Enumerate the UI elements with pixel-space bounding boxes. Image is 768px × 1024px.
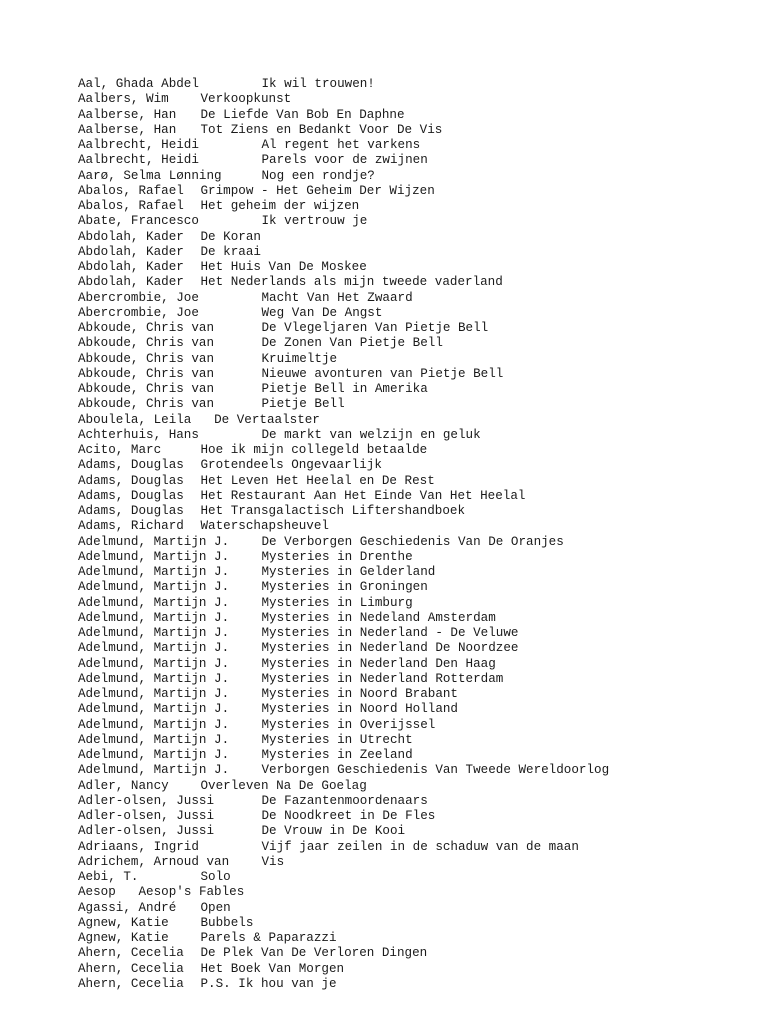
author-name: Abkoude, Chris van [78,321,215,335]
book-title: Mysteries in Limburg [261,595,413,610]
author-name: Adelmund, Martijn J. [78,626,230,640]
author-name: Achterhuis, Hans [78,427,199,442]
author-name: Adler-olsen, Jussi [78,793,215,808]
list-item [78,92,320,107]
list-item [78,443,428,458]
book-title: De Vertaalster [214,412,320,427]
book-title: Het Restaurant Aan Het Einde Van Het Heelal [200,488,526,503]
author-name: Aboulela, Leila [78,412,192,427]
author-name: Adelmund, Martijn J. [78,610,230,625]
book-title: Weg Van De Angst [261,305,383,320]
book-title: Grimpow - Het Geheim Der Wijzen [200,183,435,198]
book-title: De Liefde Van Bob En Daphne [200,107,405,122]
list-item [78,793,428,809]
list-item [78,397,345,412]
author-name: Adams, Douglas [78,488,184,503]
book-title: Pietje Bell in Amerika [261,382,428,396]
book-title: Mysteries in Nederland - De Veluwe [261,626,519,640]
author-name: Adelmund, Martijn J. [78,748,230,762]
list-item [78,901,320,916]
list-item [78,732,413,748]
author-name: Adriaans, Ingrid [78,839,199,854]
book-title: De Fazantenmoordenaars [261,793,428,808]
author-name: Abkoude, Chris van [78,397,215,412]
author-name: Abate, Francesco [78,214,199,229]
book-title: De Koran [200,229,261,244]
author-name: Adelmund, Martijn J. [78,580,230,595]
author-name: Abkoude, Chris van [78,366,215,381]
author-name: Abercrombie, Joe [78,305,199,320]
list-item [78,230,320,245]
list-item [78,290,413,306]
book-title: Ik wil trouwen! [261,77,375,91]
book-title: Overleven Na De Goelag [200,778,367,793]
book-title: Mysteries in Noord Brabant [261,687,458,701]
list-item [78,580,428,595]
author-name: Aalbrecht, Heidi [78,138,199,152]
author-name: Adelmund, Martijn J. [78,595,230,610]
author-name: Adelmund, Martijn J. [78,687,230,701]
book-title: Kruimeltje [261,351,338,366]
book-title: Vis [261,854,285,869]
author-name: Adelmund, Martijn J. [78,732,230,747]
author-name: Agassi, André [78,900,177,915]
list-item [78,763,610,778]
book-title: De Vrouw in De Kooi [261,824,406,839]
list-item [78,458,382,473]
book-title: Mysteries in Nederland De Noordzee [261,641,519,656]
author-name: Adelmund, Martijn J. [78,549,230,564]
author-name: Acito, Marc [78,443,162,457]
author-name: Adams, Richard [78,519,184,534]
author-name: Adrichem, Arnoud van [78,854,230,869]
book-title: Het Nederlands als mijn tweede vaderland [200,275,503,290]
book-title: Mysteries in Utrecht [261,732,413,747]
author-name: Adler, Nancy [78,778,169,793]
author-name: Adler-olsen, Jussi [78,809,215,823]
author-name: Aal, Ghada Abdel [78,77,199,91]
book-title: De Vlegeljaren Van Pietje Bell [261,321,489,335]
author-name: Abkoude, Chris van [78,382,215,396]
book-title: Het Huis Van De Moskee [200,260,367,274]
list-item [78,687,458,702]
book-title: Hoe ik mijn collegeld betaalde [200,443,428,457]
list-item [78,504,466,519]
list-item [78,519,329,534]
book-title: Mysteries in Nederland Den Haag [261,656,496,671]
list-item [78,549,413,565]
list-item [78,366,504,382]
book-title: Mysteries in Zeeland [261,748,413,762]
book-title: De kraai [200,244,261,259]
list-item [78,305,383,321]
book-title: Het Boek Van Morgen [200,961,345,976]
book-title: Het geheim der wijzen [200,199,360,213]
author-name: Adams, Douglas [78,473,184,488]
book-title: Verkoopkunst [200,92,292,107]
list-item [78,351,338,367]
author-name: Aalberse, Han [78,122,177,137]
list-item [78,565,436,580]
list-item [78,595,413,611]
book-title: De Verborgen Geschiedenis Van De Oranjes [261,534,564,549]
book-title: Pietje Bell [261,397,345,412]
author-name: Aalbrecht, Heidi [78,153,199,168]
book-title: De Plek Van De Verloren Dingen [200,946,428,961]
book-title: Nieuwe avonturen van Pietje Bell [261,366,504,381]
author-name: Abdolah, Kader [78,275,184,290]
author-name: Adelmund, Martijn J. [78,656,230,671]
author-name: Aalberse, Han [78,107,177,122]
book-title: Mysteries in Nederland Rotterdam [261,671,504,686]
list-item [78,748,413,763]
list-item [78,671,504,687]
book-title: Macht Van Het Zwaard [261,290,413,305]
list-item [78,122,443,138]
author-name: Agnew, Katie [78,915,169,930]
list-item [78,961,345,977]
list-item [78,473,435,489]
book-title: Aesop's Fables [138,885,245,900]
book-title: Mysteries in Groningen [261,580,428,595]
book-title: P.S. Ik hou van je [200,976,337,991]
author-name: Abkoude, Chris van [78,336,215,351]
book-title: Mysteries in Gelderland [261,565,436,579]
list-item [78,382,428,397]
book-listing [78,77,610,992]
list-item [78,717,436,733]
list-item [78,824,406,839]
list-item [78,702,458,717]
list-item [78,885,320,900]
list-item [78,199,360,214]
author-name: Ahern, Cecelia [78,946,184,961]
list-item [78,916,320,931]
list-item [78,809,436,824]
author-name: Abdolah, Kader [78,244,184,259]
author-name: Ahern, Cecelia [78,976,184,991]
author-name: Adelmund, Martijn J. [78,565,230,579]
author-name: Aarø, Selma Lønning [78,168,222,183]
list-item [78,931,337,946]
list-item [78,214,368,229]
book-title: Solo [200,870,231,884]
book-title: Het Leven Het Heelal en De Rest [200,473,435,488]
book-title: Tot Ziens en Bedankt Voor De Vis [200,122,443,137]
book-title: Open [200,900,231,915]
list-item [78,427,481,443]
author-name: Adelmund, Martijn J. [78,763,230,778]
list-item [78,641,519,656]
list-item [78,260,367,275]
list-item [78,321,489,336]
author-name: Agnew, Katie [78,931,169,945]
book-title: Vijf jaar zeilen in de schaduw van de maan [261,839,579,854]
book-title: Mysteries in Overijssel [261,717,436,732]
list-item [78,275,503,290]
author-name: Adams, Douglas [78,458,184,473]
list-item [78,153,428,168]
list-item [78,183,435,199]
list-item [78,870,320,885]
author-name: Aalbers, Wim [78,92,169,107]
list-item [78,778,367,794]
book-title: Mysteries in Noord Holland [261,702,458,717]
list-item [78,413,320,428]
author-name: Abkoude, Chris van [78,351,215,366]
book-title: Al regent het varkens [261,138,421,152]
list-item [78,77,375,92]
author-name: Adelmund, Martijn J. [78,717,230,732]
book-title: Parels voor de zwijnen [261,153,428,168]
author-name: Adelmund, Martijn J. [78,641,230,656]
list-item [78,138,421,153]
author-name: Adler-olsen, Jussi [78,824,215,839]
list-item [78,610,496,626]
author-name: Abdolah, Kader [78,229,184,244]
list-item [78,107,405,123]
list-item [78,839,579,855]
author-name: Aesop [78,885,116,900]
list-item [78,336,443,351]
list-item [78,855,320,870]
author-name: Abalos, Rafael [78,183,184,198]
list-item [78,168,375,184]
book-title: Nog een rondje? [261,168,375,183]
list-item [78,245,320,260]
author-name: Ahern, Cecelia [78,961,184,976]
book-title: De Noodkreet in De Fles [261,809,436,823]
author-name: Adelmund, Martijn J. [78,702,230,717]
list-item [78,626,519,641]
list-item [78,488,526,504]
book-title: Grotendeels Ongevaarlijk [200,458,382,473]
list-item [78,946,428,961]
book-title: Bubbels [200,915,254,930]
author-name: Abercrombie, Joe [78,290,199,305]
book-title: Parels & Paparazzi [200,931,337,945]
author-name: Abdolah, Kader [78,260,184,274]
book-title: Mysteries in Drenthe [261,549,413,564]
list-item [78,976,337,992]
book-title: Mysteries in Nedeland Amsterdam [261,610,496,625]
author-name: Abalos, Rafael [78,199,184,213]
book-title: Waterschapsheuvel [200,519,329,534]
author-name: Adelmund, Martijn J. [78,534,230,549]
author-name: Aebi, T. [78,870,139,884]
book-title: De Zonen Van Pietje Bell [261,336,443,351]
author-name: Adelmund, Martijn J. [78,671,230,686]
book-title: De markt van welzijn en geluk [261,427,481,442]
list-item [78,534,564,550]
list-item [78,656,496,672]
book-title: Verborgen Geschiedenis Van Tweede Wereldoorlog [261,763,610,778]
book-title: Ik vertrouw je [261,214,368,229]
book-title: Het Transgalactisch Liftershandboek [200,504,466,518]
author-name: Adams, Douglas [78,504,184,518]
